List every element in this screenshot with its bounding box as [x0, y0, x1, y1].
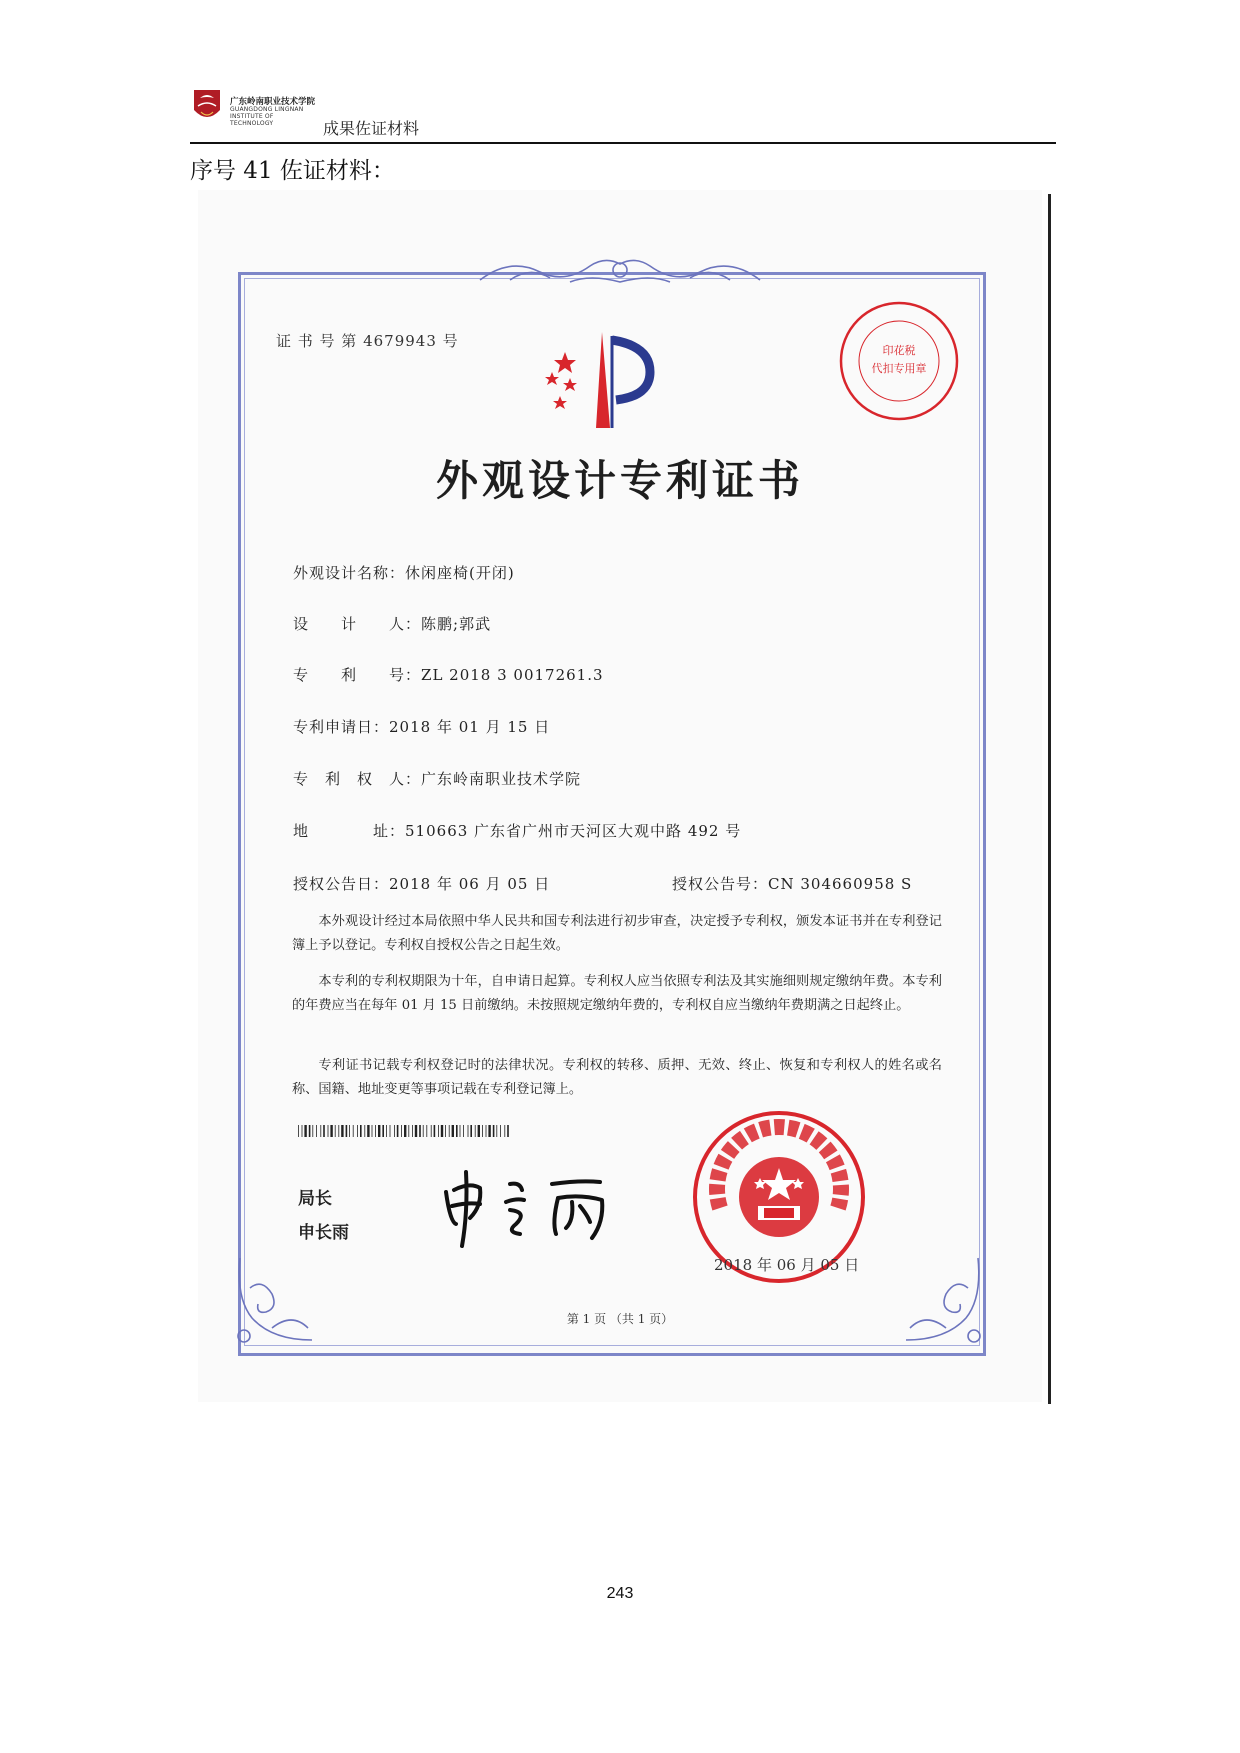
- seal-date: 2018 年 06 月 05 日: [714, 1256, 860, 1274]
- school-name-en: GUANGDONG LINGNAN INSTITUTE OF TECHNOLOGY: [230, 106, 304, 127]
- certificate-title: 外观设计专利证书: [435, 456, 804, 505]
- scan-edge-line: [1048, 194, 1051, 1404]
- top-ornament: [470, 252, 770, 292]
- field-label: 设 计 人：: [293, 615, 422, 633]
- header-divider: [190, 142, 1056, 144]
- certificate-page-count: 第 1 页 （共 1 页）: [566, 1312, 674, 1326]
- field-application-date: [293, 716, 550, 737]
- field-value: 陈鹏;郭武: [421, 615, 492, 633]
- field-value: 广东岭南职业技术学院: [421, 770, 582, 788]
- svg-text:印花税: 印花税: [882, 344, 916, 357]
- header-title: 成果佐证材料: [323, 119, 420, 138]
- field-label: 专 利 号：: [293, 666, 422, 684]
- bottom-right-ornament: [876, 1248, 986, 1348]
- field-value: 2018 年 01 月 15 日: [389, 718, 551, 736]
- director-name: 申长雨: [298, 1223, 349, 1243]
- director-label: 局长: [298, 1189, 332, 1209]
- field-value: CN 304660958 S: [768, 875, 913, 893]
- svg-text:代扣专用章: 代扣专用章: [871, 362, 927, 375]
- tax-stamp: [834, 296, 964, 426]
- director-signature: [440, 1162, 620, 1252]
- patent-office-emblem: [540, 330, 680, 430]
- barcode: [298, 1125, 512, 1137]
- field-label: 外观设计名称：: [293, 564, 406, 582]
- field-value: 休闲座椅(开闭): [405, 564, 515, 582]
- school-name-cn: 广东岭南职业技术学院: [230, 97, 316, 107]
- field-designer: [293, 613, 491, 634]
- school-logo: [192, 88, 222, 124]
- field-label: 授权公告日：: [293, 875, 390, 893]
- field-label: 授权公告号：: [672, 875, 769, 893]
- section-title: 序号 41 佐证材料：: [190, 158, 395, 184]
- field-patent-number: [293, 664, 604, 685]
- field-label: 地 址：: [293, 822, 406, 840]
- field-value: 510663 广东省广州市天河区大观中路 492 号: [405, 822, 742, 840]
- page-number: 243: [606, 1585, 634, 1602]
- certificate-number: 证 书 号 第 4679943 号: [276, 332, 459, 350]
- field-value: 2018 年 06 月 05 日: [389, 875, 551, 893]
- field-address: [293, 820, 741, 841]
- field-patentee: [293, 768, 581, 789]
- field-grant-date: [293, 873, 550, 894]
- certificate-paragraph: 本外观设计经过本局依照中华人民共和国专利法进行初步审查，决定授予专利权，颁发本证书并在专利登记簿上予以登记。专利权自授权公告之日起生效。: [292, 914, 942, 953]
- field-announcement-number: [672, 873, 912, 894]
- certificate-paragraph: 本专利的专利权期限为十年，自申请日起算。专利权人应当依照专利法及其实施细则规定缴纳年费。本专利的年费应当在每年 01 月 15 日前缴纳。未按照规定缴纳年费的，专利权自应当缴纳年费期满之日起终止。: [292, 974, 942, 1013]
- field-label: 专 利 权 人：: [293, 770, 422, 788]
- field-label: 专利申请日：: [293, 718, 390, 736]
- bottom-left-ornament: [232, 1248, 342, 1348]
- field-design-name: [293, 562, 515, 583]
- field-value: ZL 2018 3 0017261.3: [421, 666, 604, 684]
- certificate-paragraph: 专利证书记载专利权登记时的法律状况。专利权的转移、质押、无效、终止、恢复和专利权人的姓名或名称、国籍、地址变更等事项记载在专利登记簿上。: [292, 1058, 942, 1097]
